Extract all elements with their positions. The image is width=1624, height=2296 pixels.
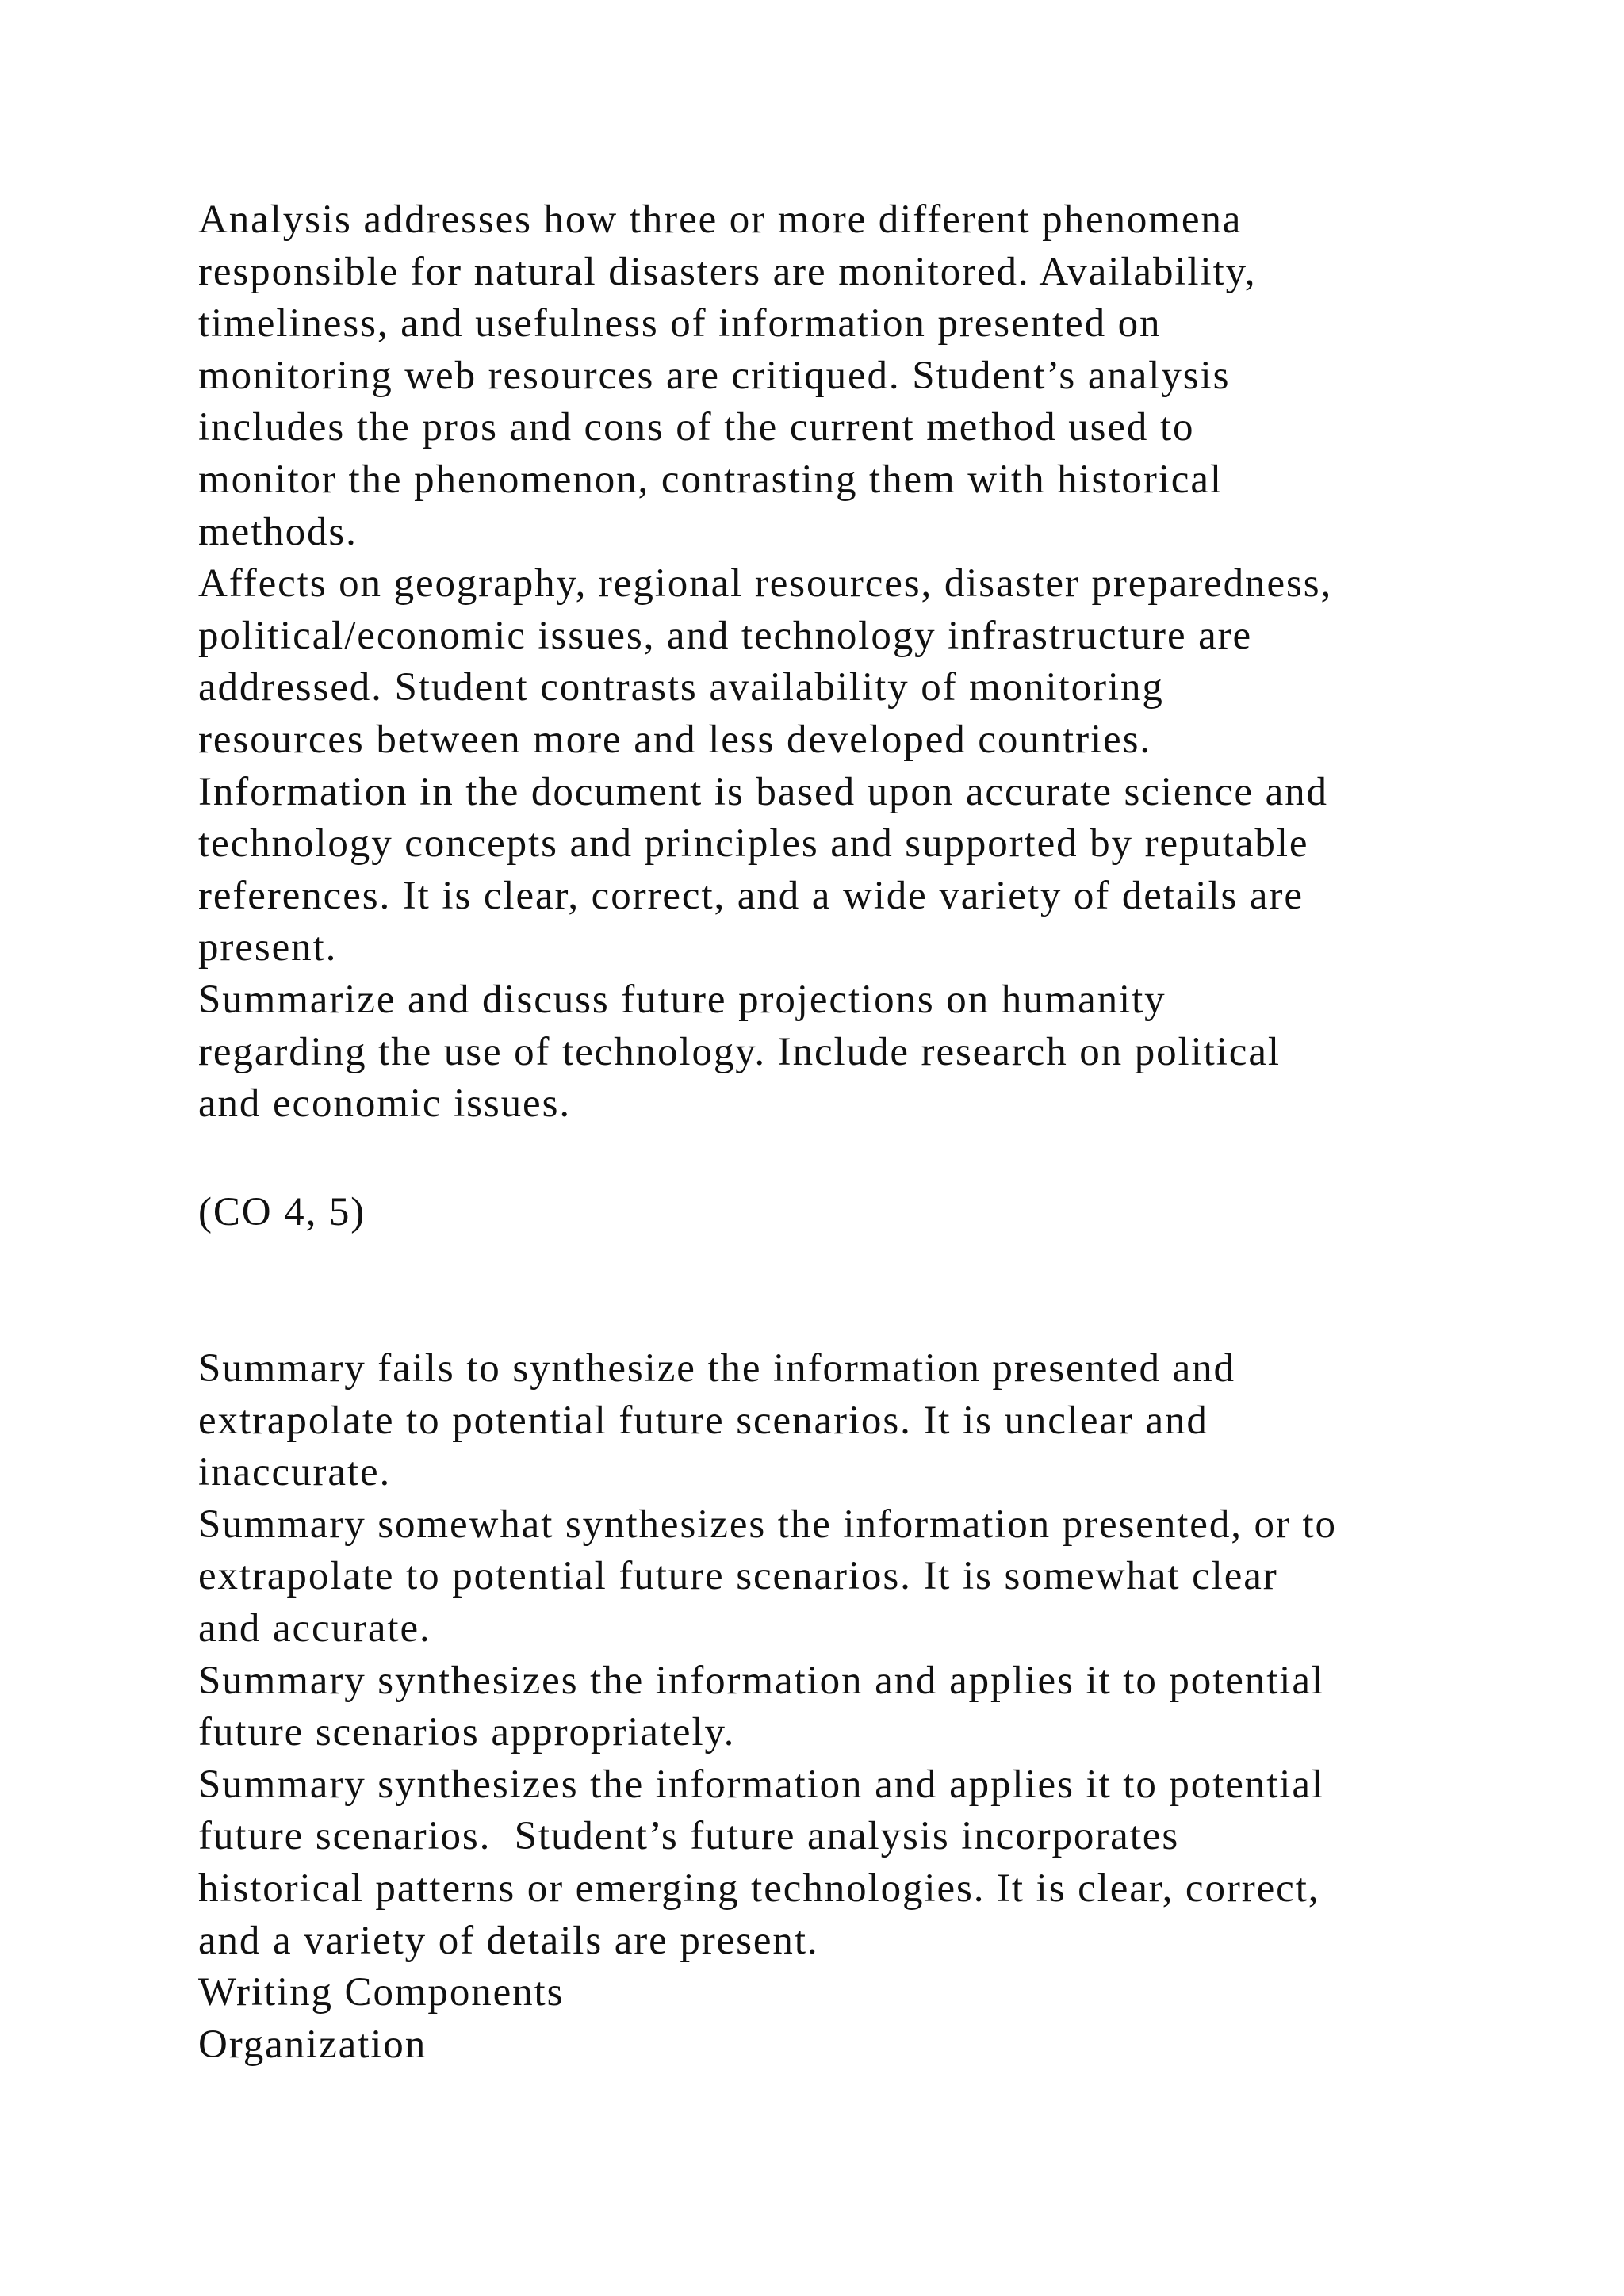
course-outcomes-text xyxy=(198,1187,1546,1239)
text-line: resources between more and less developed countries. xyxy=(198,717,1151,762)
text-line: Information in the document is based upon accurate science and xyxy=(198,769,1328,814)
text-line: future scenarios appropriately. xyxy=(198,1710,736,1755)
text-line: inaccurate. xyxy=(198,1450,392,1495)
text-line: future scenarios. Student’s future analysis incorporates xyxy=(198,1814,1180,1859)
text-line: political/economic issues, and technology infrastructure are xyxy=(198,613,1253,658)
text-line: extrapolate to potential future scenarios. It is somewhat clear xyxy=(198,1554,1278,1599)
text-line: Summary synthesizes the information and applies it to potential xyxy=(198,1762,1324,1807)
course-outcomes-line: (CO 4, 5) xyxy=(198,1190,366,1234)
rubric-levels-text xyxy=(198,1343,1546,2071)
rubric-criteria-text xyxy=(198,194,1546,1131)
text-line: includes the pros and cons of the current method used to xyxy=(198,405,1195,450)
text-line: references. It is clear, correct, and a wide variety of details are xyxy=(198,873,1304,918)
text-line: monitor the phenomenon, contrasting them with historical xyxy=(198,457,1223,502)
text-line: present. xyxy=(198,925,338,970)
text-line: Summarize and discuss future projections on humanity xyxy=(198,977,1166,1022)
text-line: monitoring web resources are critiqued. Student’s analysis xyxy=(198,353,1231,398)
text-line: Affects on geography, regional resources, disaster preparedness, xyxy=(198,561,1333,607)
text-line: responsible for natural disasters are monitored. Availability, xyxy=(198,249,1257,294)
text-line: technology concepts and principles and supported by reputable xyxy=(198,821,1309,867)
text-line: historical patterns or emerging technologies. It is clear, correct, xyxy=(198,1866,1320,1911)
text-line: Summary synthesizes the information and applies it to potential xyxy=(198,1658,1324,1703)
text-line: Summary somewhat synthesizes the information presented, or to xyxy=(198,1502,1337,1547)
text-line: and accurate. xyxy=(198,1605,431,1651)
text-line: Analysis addresses how three or more different phenomena xyxy=(198,197,1243,242)
text-line: regarding the use of technology. Include research on political xyxy=(198,1029,1281,1074)
section-heading-writing-components: Writing Components xyxy=(198,1970,565,2015)
text-line: methods. xyxy=(198,509,358,554)
text-line: and economic issues. xyxy=(198,1081,571,1127)
text-line: and a variety of details are present. xyxy=(198,1918,819,1963)
text-line: addressed. Student contrasts availability of monitoring xyxy=(198,665,1164,710)
section-heading-organization: Organization xyxy=(198,2022,427,2067)
text-line: Summary fails to synthesize the information presented and xyxy=(198,1346,1235,1391)
text-line: timeliness, and usefulness of information presented on xyxy=(198,301,1162,346)
text-line: extrapolate to potential future scenarios. It is unclear and xyxy=(198,1398,1208,1443)
